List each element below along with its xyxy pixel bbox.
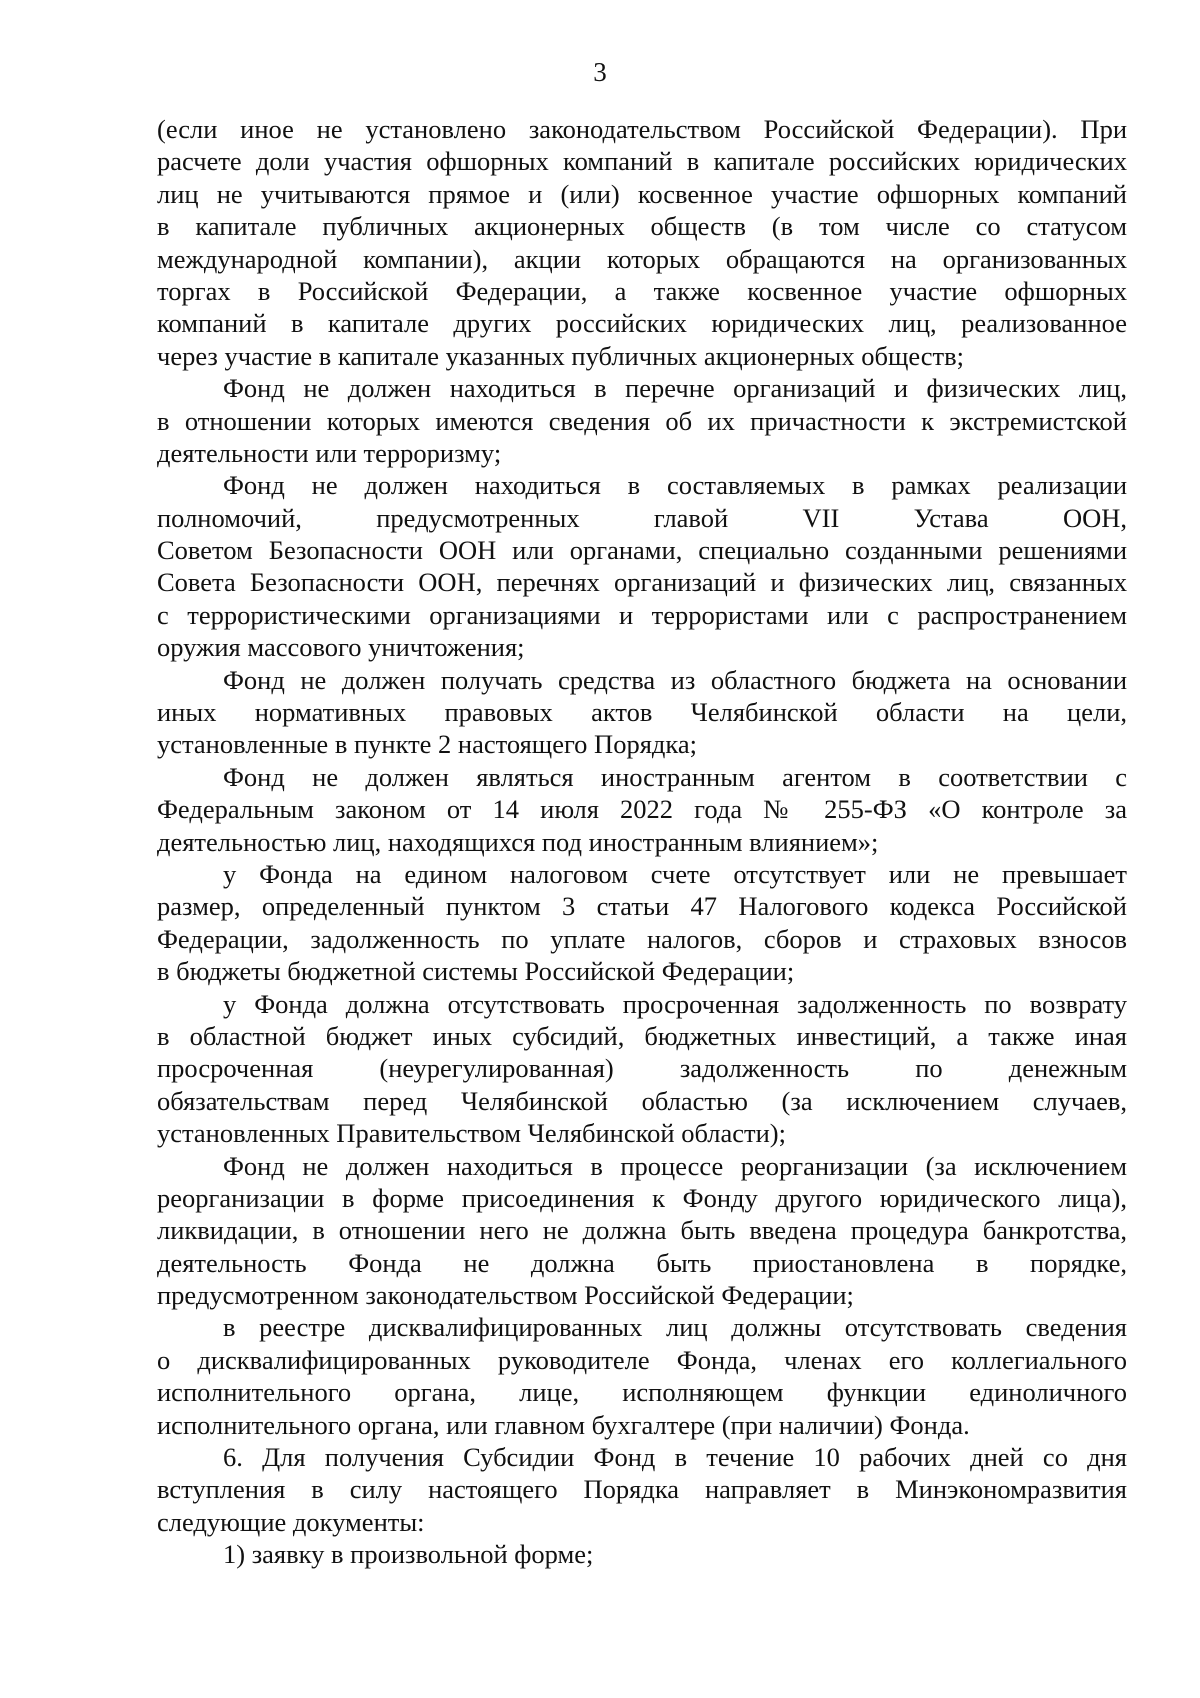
- page-number: 3: [593, 57, 607, 87]
- text-line: вступления в силу настоящего Порядка направляет в Минэкономразвития: [157, 1474, 1127, 1505]
- text-line: установленных Правительством Челябинской области);: [157, 1118, 786, 1149]
- text-line: о дисквалифицированных руководителе Фонда, членах его коллегиального: [157, 1344, 1127, 1375]
- text-line: Фонд не должен находиться в перечне организаций и физических лиц,: [223, 373, 1127, 404]
- paragraph-item-6: [157, 1441, 1127, 1538]
- text-line: в областной бюджет иных субсидий, бюджетных инвестиций, а также иная: [157, 1020, 1127, 1051]
- text-line: Фонд не должен получать средства из областного бюджета на основании: [223, 664, 1127, 695]
- text-line: Советом Безопасности ООН или органами, специально созданными решениями: [157, 535, 1127, 566]
- text-line: предусмотренном законодательством Российской Федерации;: [157, 1280, 854, 1311]
- text-line: размер, определенный пунктом 3 статьи 47 Налогового кодекса Российской: [157, 891, 1127, 922]
- text-line: 1) заявку в произвольной форме;: [223, 1539, 594, 1570]
- text-line: ликвидации, в отношении него не должна быть введена процедура банкротства,: [157, 1215, 1127, 1246]
- text-line: через участие в капитале указанных публичных акционерных обществ;: [157, 340, 965, 371]
- text-line: обязательствам перед Челябинской областью (за исключением случаев,: [157, 1085, 1127, 1116]
- text-line: реорганизации в форме присоединения к Фонду другого юридического лица),: [157, 1182, 1127, 1213]
- text-line: Совета Безопасности ООН, перечнях организаций и физических лиц, связанных: [157, 567, 1127, 598]
- text-line: в капитале публичных акционерных обществ (в том числе со статусом: [157, 211, 1127, 242]
- text-line: в бюджеты бюджетной системы Российской Федерации;: [157, 956, 795, 987]
- paragraph-extremism-list: [157, 372, 1127, 469]
- text-line: у Фонда на едином налоговом счете отсутствует или не превышает: [223, 858, 1127, 889]
- paragraph-foreign-agent: [157, 761, 1127, 858]
- text-line: расчете доли участия офшорных компаний в капитале российских юридических: [157, 146, 1127, 177]
- paragraph-regional-budget-funds: [157, 664, 1127, 761]
- text-line: иных нормативных правовых актов Челябинской области на цели,: [157, 697, 1127, 728]
- text-line: деятельностью лиц, находящихся под иностранным влиянием»;: [157, 826, 879, 857]
- text-line: торгах в Российской Федерации, а также косвенное участие офшорных: [157, 275, 1127, 306]
- text-line: полномочий, предусмотренных главой VII Устава ООН,: [157, 502, 1127, 533]
- text-line: оружия массового уничтожения;: [157, 632, 525, 663]
- text-line: с террористическими организациями и террористами или с распространением: [157, 599, 1127, 630]
- text-line: лиц не учитываются прямое и (или) косвенное участие офшорных компаний: [157, 178, 1127, 209]
- paragraph-tax-account: [157, 858, 1127, 988]
- paragraph-subitem-1: [157, 1538, 1127, 1570]
- text-line: Федеральным законом от 14 июля 2022 года № 255-ФЗ «О контроле за: [157, 794, 1127, 825]
- text-line: исполнительного органа, лице, исполняющем функции единоличного: [157, 1377, 1127, 1408]
- text-line: в отношении которых имеются сведения об их причастности к экстремистской: [157, 405, 1127, 436]
- text-line: в реестре дисквалифицированных лиц должны отсутствовать сведения: [223, 1312, 1127, 1343]
- text-line: просроченная (неурегулированная) задолженность по денежным: [157, 1053, 1127, 1084]
- text-line: международной компании), акции которых обращаются на организованных: [157, 243, 1127, 274]
- text-line: деятельность Фонда не должна быть приостановлена в порядке,: [157, 1247, 1127, 1278]
- text-line: Фонд не должен находиться в процессе реорганизации (за исключением: [223, 1150, 1127, 1181]
- text-line: следующие документы:: [157, 1506, 425, 1537]
- text-line: у Фонда должна отсутствовать просроченная задолженность по возврату: [223, 988, 1127, 1019]
- text-line: Федерации, задолженность по уплате налогов, сборов и страховых взносов: [157, 923, 1127, 954]
- paragraph-un-security-council: [157, 469, 1127, 663]
- text-line: Фонд не должен находиться в составляемых в рамках реализации: [223, 470, 1127, 501]
- text-line: исполнительного органа, или главном бухгалтере (при наличии) Фонда.: [157, 1409, 970, 1440]
- text-line: компаний в капитале других российских юридических лиц, реализованное: [157, 308, 1127, 339]
- paragraph-offshore-participation: [157, 113, 1127, 372]
- text-line: установленные в пункте 2 настоящего Порядка;: [157, 729, 697, 760]
- document-body: [157, 113, 1127, 1571]
- text-line: Фонд не должен являться иностранным агентом в соответствии с: [223, 761, 1127, 792]
- paragraph-reorganization: [157, 1150, 1127, 1312]
- text-line: (если иное не установлено законодательством Российской Федерации). При: [157, 114, 1127, 144]
- paragraph-disqualified-persons: [157, 1311, 1127, 1441]
- text-line: 6. Для получения Субсидии Фонд в течение 10 рабочих дней со дня: [223, 1442, 1127, 1473]
- paragraph-overdue-debt: [157, 988, 1127, 1150]
- text-line: деятельности или терроризму;: [157, 437, 502, 468]
